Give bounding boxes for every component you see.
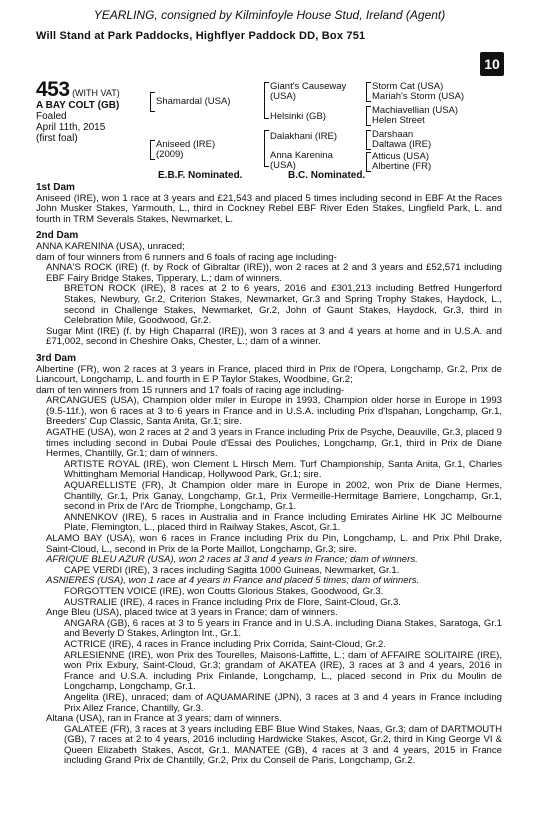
lot-number-value: 453	[36, 78, 70, 101]
stand-location: Will Stand at Park Paddocks, Highflyer Paddock DD, Box 751	[36, 30, 366, 42]
second-dam-line: Sugar Mint (IRE) (f. by High Chaparral (IRE)), won 3 races at 3 and 4 years at home and in U.S.A. and £71,002, second in Cheshire Oaks, Chester, L.; dam of a winner.	[46, 325, 502, 348]
brace	[150, 92, 155, 112]
great-grandparent-8: Albertine (FR)	[372, 161, 432, 172]
third-dam-line: ANNENKOV (IRE), 5 races in Australia and in France including Emirates Airline HK JC Melbourne Plate, Flemington, L., placed third in Railway Stakes, Ascot, Gr.1.	[64, 511, 502, 534]
dam-sire: Dalakhani (IRE)	[270, 131, 338, 142]
brace	[264, 130, 269, 167]
page-badge: 10	[480, 52, 504, 76]
second-dam-line: dam of four winners from 6 runners and 6 foals of racing age including-	[36, 251, 337, 263]
dam-dam: Anna Karenina	[270, 150, 333, 161]
third-dam-line: Albertine (FR), won 2 races at 3 years in France, placed third in Prix de l'Opera, Longchamp, Gr.2, Prix de Liancourt, Longchamp, L. and fourth in E P Taylor Stakes, Woodbine, Gr.2;	[36, 363, 502, 386]
sire-dam: Helsinki (GB)	[270, 111, 326, 122]
third-dam-line: Ange Bleu (USA), placed twice at 3 years in France; dam of winners.	[46, 607, 338, 619]
pedigree-notes	[36, 183, 502, 767]
third-dam-line: ARLESIENNE (IRE), won Prix des Tourelles, Maisons-Laffitte, L.; dam of AFFAIRE SOLITAIRE (IRE), won Prix Exbury, Saint-Cloud, Gr.3; grandam of AKATEA (IRE), 3 races at 3 and 4 years, 2016 in France and U.S.A. including Prix Finlande, Longchamp, L., placed second in Prix du Moulin de Longchamp, Longchamp, Gr.1.	[64, 649, 502, 693]
third-dam-line: CAPE VERDI (IRE), 3 races including Sagitta 1000 Guineas, Newmarket, Gr.1.	[64, 564, 400, 576]
horse-info	[36, 100, 119, 144]
great-grandparent-1: Storm Cat (USA)	[372, 81, 444, 92]
consignment-line: YEARLING, consigned by Kilminfoyle House Stud, Ireland (Agent)	[93, 8, 446, 22]
first-dam-heading: 1st Dam	[36, 182, 75, 193]
great-grandparent-7: Atticus (USA)	[372, 151, 430, 162]
second-dam-line: ANNA'S ROCK (IRE) (f. by Rock of Gibraltar (IRE)), won 2 races at 2 and 3 years and £52,571 including EBF Fairy Bridge Stakes, Tipperary, L.; dam of winners.	[46, 262, 502, 284]
third-dam-line: ACTRICE (IRE), 4 races in France including Prix Corrida, Saint-Cloud, Gr.2.	[64, 638, 387, 650]
great-grandparent-5: Darshaan	[372, 129, 414, 140]
first-dam-text: Aniseed (IRE), won 1 race at 3 years and £21,543 and placed 5 times including second in EBF At the Races John Musker Stakes, Yarmouth, L., third in Cockney Rebel EBF River Eden Stakes, Lingfield Park, L. and fourth in TRM Severals Stakes, Newmarket, L.	[36, 192, 502, 225]
brace	[366, 130, 371, 150]
second-dam-line: BRETON ROCK (IRE), 8 races at 2 to 6 years, 2016 and £301,213 including Betfred Hungerford Stakes, Newbury, Gr.2, Criterion Stakes, Newmarket, Gr.3 and Spring Trophy Stakes, Haydock, L., second in Challenge Stakes, Newmarket, Gr.2, John of Gaunt Stakes, Haydock, Gr.3, third in Celebration Mile, Goodwood, Gr.2.	[64, 283, 502, 327]
great-grandparent-6: Daltawa (IRE)	[372, 139, 432, 150]
dam-dam-origin: (USA)	[270, 160, 296, 171]
third-dam-line: AGATHE (USA), won 2 races at 2 and 3 years in France including Prix de Psyche, Deauville, Gr.3, placed 9 times including second in Dubai Poule d'Essai des Pouliches, Longchamp, Gr.1, third in Prix de Diane Hermes, Chantilly, Gr.1; dam of winners.	[46, 427, 502, 460]
third-dam-line: Altana (USA), ran in France at 3 years; dam of winners.	[46, 713, 282, 725]
vat-label: (WITH VAT)	[72, 88, 120, 98]
brace	[366, 82, 371, 102]
great-grandparent-4: Helen Street	[372, 115, 425, 126]
dam-year: (2009)	[156, 149, 184, 160]
dam: Aniseed (IRE)	[156, 139, 216, 150]
third-dam-line: AQUARELLISTE (FR), Jt Champion older mare in Europe in 2002, won Prix de Diane Hermes, Chantilly, Gr.1, Prix Ganay, Longchamp, Gr.1, Prix Vermeille-Hermitage Barriere, Longchamp, Gr.1, second in Prix de l'Arc de Triomphe, Longchamp, Gr.1.	[64, 480, 502, 513]
second-dam-heading: 2nd Dam	[36, 230, 79, 242]
horse-name: A BAY COLT (GB)	[36, 100, 120, 111]
third-dam-line: GALATEE (FR), 3 races at 3 years including EBF Blue Wind Stakes, Naas, Gr.3; dam of DARTMOUTH (GB), 7 races at 2 to 4 years, 2016 including Hardwicke Stakes, Ascot, Gr.2, third in King George VI & Queen Elizabeth Stakes, Ascot, Gr.1. MANATEE (GB), 4 races at 3 and 4 years, 2015 in France including Grand Prix de Chantilly, Gr.2, Prix du Conseil de Paris, Longchamp, Gr.2.	[64, 723, 502, 767]
second-dam-line: ANNA KARENINA (USA), unraced;	[36, 240, 185, 252]
sire-sire: Giant's Causeway	[270, 81, 347, 92]
first-foal: (first foal)	[36, 133, 78, 144]
lot-number	[36, 78, 120, 102]
brace	[150, 140, 155, 160]
third-dam-line: Angelita (IRE), unraced; dam of AQUAMARINE (JPN), 3 races at 3 and 4 years in France including Prix Allez France, Chantilly, Gr.3.	[64, 691, 502, 714]
sire: Shamardal (USA)	[156, 96, 231, 107]
great-grandparent-2: Mariah's Storm (USA)	[372, 91, 465, 102]
third-dam-heading: 3rd Dam	[36, 352, 77, 364]
third-dam-line: dam of ten winners from 15 runners and 17 foals of racing age including-	[36, 384, 345, 396]
third-dam-line: ARCANGUES (USA), Champion older miler in Europe in 1993, Champion older horse in Europe in 1993 (9.5-11f.), won 6 races at 3 to 6 years in France and in U.S.A. including Prix d'Ispahan, Longchamp, Gr.1, Breeders' Cup Classic, Santa Anita, Gr.1; sire.	[46, 395, 502, 428]
foaled-date: April 11th, 2015	[36, 122, 106, 133]
third-dam-line: AFRIQUE BLEU AZUR (USA), won 2 races at 3 and 4 years in France; dam of winners.	[46, 554, 418, 566]
third-dam-line: ARTISTE ROYAL (IRE), won Clement L Hirsch Mem. Turf Championship, Santa Anita, Gr.1, Charles Whittingham Memorial Handicap, Hollywood Park, Gr.1; sire.	[64, 458, 502, 481]
foaled-label: Foaled	[36, 111, 67, 122]
third-dam-line: ANGARA (GB), 6 races at 3 to 5 years in France and in U.S.A. including Diana Stakes, Saratoga, Gr.1 and Beverly D Stakes, Arlington Int., Gr.1.	[64, 617, 502, 640]
brace	[366, 152, 371, 172]
great-grandparent-3: Machiavellian (USA)	[372, 105, 459, 116]
brace	[366, 106, 371, 126]
third-dam-line: ALAMO BAY (USA), won 6 races in France including Prix du Pin, Longchamp, L. and Prix Phil Drake, Saint-Cloud, L., second in Prix de la Porte Maillot, Longchamp, Gr.3; sire.	[46, 533, 502, 555]
ebf-nomination: E.B.F. Nominated.	[158, 170, 243, 181]
third-dam-line: ASNIERES (USA), won 1 race at 4 years in France and placed 5 times; dam of winners.	[46, 575, 420, 587]
sire-sire-origin: (USA)	[270, 91, 296, 102]
third-dam-line: AUSTRALIE (IRE), 4 races in France including Prix de Flore, Saint-Cloud, Gr.3.	[64, 596, 401, 608]
brace	[264, 82, 269, 119]
third-dam-line: FORGOTTEN VOICE (IRE), won Coutts Glorious Stakes, Goodwood, Gr.3.	[64, 585, 384, 597]
bc-nomination: B.C. Nominated.	[288, 170, 366, 181]
